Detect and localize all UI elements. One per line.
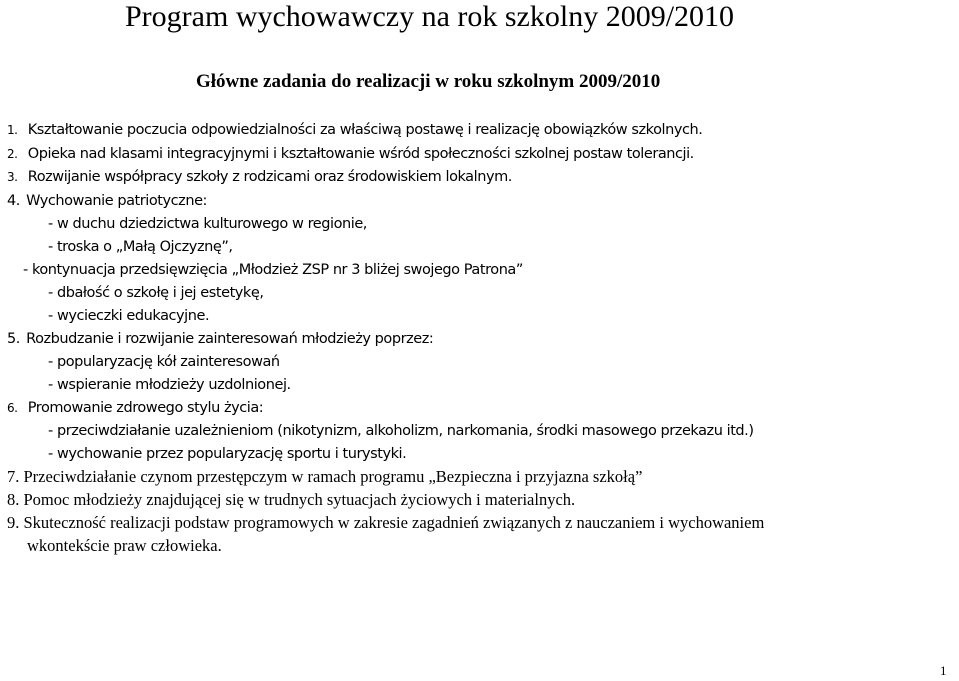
list-item-2 xyxy=(7,144,694,164)
sub-item: - kontynuacja przedsięwzięcia „Młodzież ZSP nr 3 bliżej swojego Patrona” xyxy=(23,262,523,278)
item-number: 6. xyxy=(7,401,18,415)
sub-item: - popularyzację kół zainteresowań xyxy=(48,354,280,370)
item-number: 8. xyxy=(7,490,20,509)
list-item-3 xyxy=(7,167,512,187)
item-text: Rozwijanie współpracy szkoły z rodzicami oraz środowiskiem lokalnym. xyxy=(27,169,512,185)
list-item-7 xyxy=(7,467,642,487)
list-item-4 xyxy=(7,191,207,211)
item-number: 2. xyxy=(7,147,18,161)
item-continuation: wkontekście praw człowieka. xyxy=(27,536,222,555)
item-number: 9. xyxy=(7,513,20,532)
item-text: Wychowanie patriotyczne: xyxy=(26,193,207,209)
sub-item: - troska o „Małą Ojczyznę”, xyxy=(48,239,233,255)
item-text: Skuteczność realizacji podstaw programowych w zakresie zagadnień związanych z nauczaniem i wychowaniem xyxy=(23,513,765,532)
subtitle: Główne zadania do realizacji w roku szkolnym 2009/2010 xyxy=(196,71,661,92)
sub-item: - wspieranie młodzieży uzdolnionej. xyxy=(48,377,291,393)
page-number: 1 xyxy=(940,663,947,678)
item-number: 7. xyxy=(7,467,20,486)
page-title: Program wychowawczy na rok szkolny 2009/2010 xyxy=(125,0,735,33)
list-item-6 xyxy=(7,398,263,418)
item-text: Pomoc młodzieży znajdującej się w trudnych sytuacjach życiowych i materialnych. xyxy=(23,490,576,509)
list-item-8 xyxy=(7,490,575,510)
list-item-9 xyxy=(7,513,764,533)
sub-item: - wychowanie przez popularyzację sportu i turystyki. xyxy=(48,446,407,462)
list-item-1 xyxy=(7,120,702,140)
sub-item: - dbałość o szkołę i jej estetykę, xyxy=(48,285,264,301)
item-text: Przeciwdziałanie czynom przestępczym w ramach programu „Bezpieczna i przyjazna szkołą” xyxy=(23,467,643,486)
item-text: Rozbudzanie i rozwijanie zainteresowań młodzieży poprzez: xyxy=(26,331,434,347)
item-text: Promowanie zdrowego stylu życia: xyxy=(27,400,264,416)
item-number: 3. xyxy=(7,170,18,184)
list-item-5 xyxy=(7,329,433,349)
item-number: 1. xyxy=(7,123,18,137)
item-number: 4. xyxy=(7,193,20,209)
item-text: Opieka nad klasami integracyjnymi i kształtowanie wśród społeczności szkolnej postaw tolerancji. xyxy=(27,146,694,162)
sub-item: - przeciwdziałanie uzależnieniom (nikotynizm, alkoholizm, narkomania, środki masowego przekazu itd.) xyxy=(48,423,754,439)
sub-item: - w duchu dziedzictwa kulturowego w regionie, xyxy=(48,216,367,232)
sub-item: - wycieczki edukacyjne. xyxy=(48,308,210,324)
item-text: Kształtowanie poczucia odpowiedzialności za właściwą postawę i realizację obowiązków szkolnych. xyxy=(27,122,703,138)
item-number: 5. xyxy=(7,331,20,347)
